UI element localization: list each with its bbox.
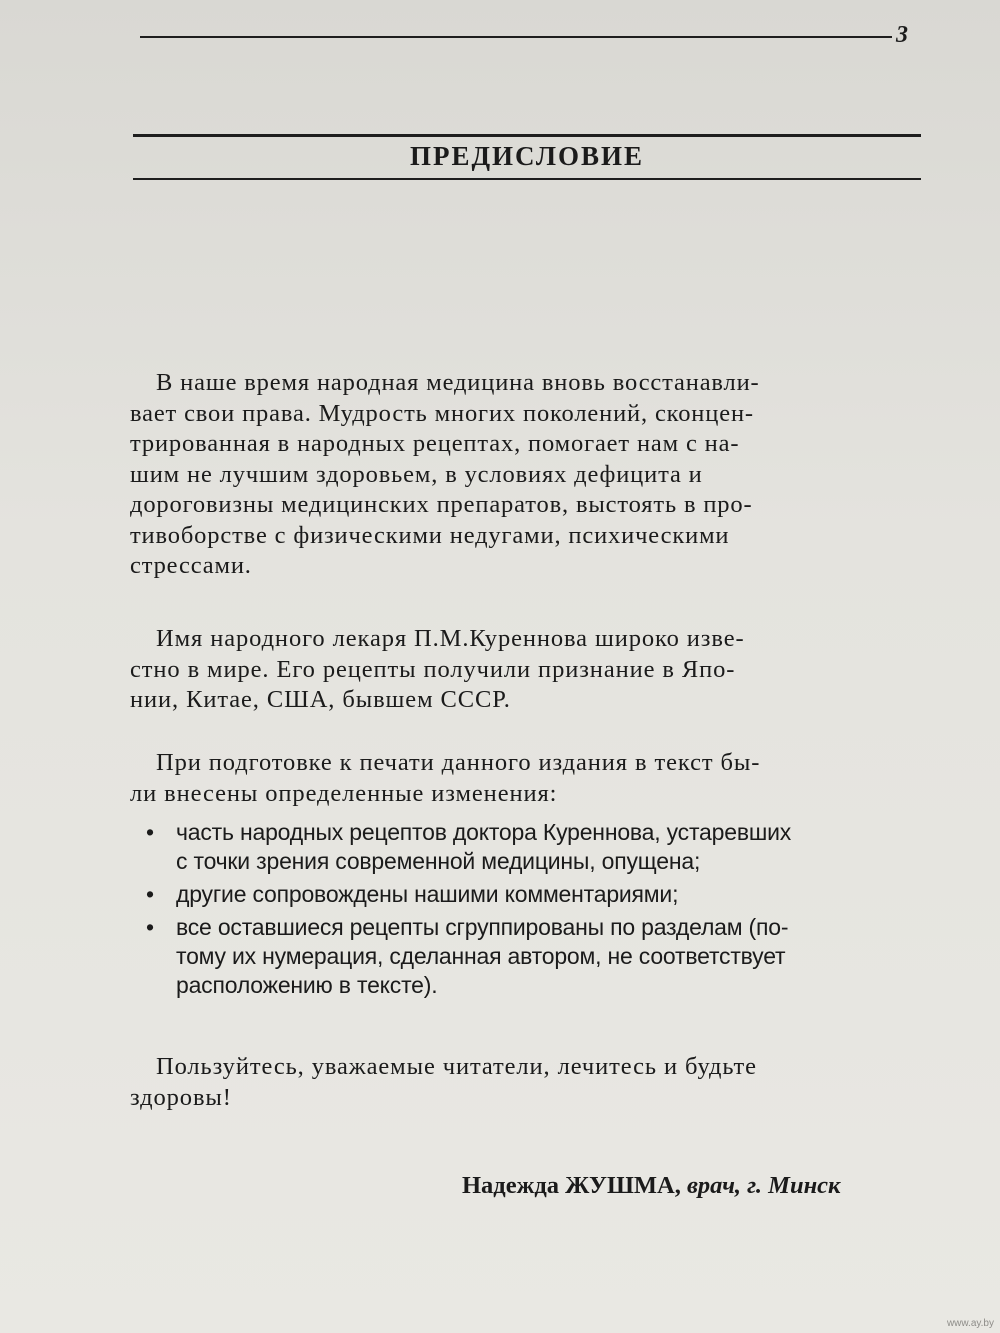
- author-name: Надежда ЖУШМА,: [462, 1172, 681, 1199]
- bullet-icon: •: [146, 881, 154, 907]
- text-line: стно в мире. Его рецепты получили признание в Япо-: [130, 655, 736, 683]
- list-item: [146, 880, 946, 909]
- bullet-icon: •: [146, 819, 154, 845]
- bullet-icon: •: [146, 914, 154, 940]
- text-line: Имя народного лекаря П.М.Куреннова широко изве-: [156, 625, 745, 652]
- text-line: ли внесены определенные изменения:: [130, 779, 558, 807]
- paragraph-kurennov: [130, 624, 930, 716]
- list-item: [146, 818, 946, 876]
- text-line: все оставшиеся рецепты сгруппированы по разделам (по-: [176, 914, 789, 940]
- list-item: [146, 913, 946, 1000]
- text-line: здоровы!: [130, 1083, 232, 1111]
- text-line: другие сопровождены нашими комментариями;: [176, 881, 679, 907]
- text-line: вает свои права. Мудрость многих поколений, сконцен-: [130, 399, 754, 427]
- paragraph-changes: [130, 748, 930, 809]
- changes-list: [146, 818, 946, 1004]
- header-rule: [140, 36, 892, 38]
- text-line: тому их нумерация, сделанная автором, не соответствует: [176, 943, 786, 969]
- text-line: В наше время народная медицина вновь восстанавли-: [156, 369, 760, 396]
- text-line: При подготовке к печати данного издания в текст бы-: [156, 749, 761, 776]
- text-line: шим не лучшим здоровьем, в условиях дефицита и: [130, 460, 703, 488]
- text-line: тивоборстве с физическими недугами, психическими: [130, 521, 730, 549]
- text-line: дороговизны медицинских препаратов, выстоять в про-: [130, 491, 753, 518]
- author-signature: [462, 1172, 840, 1200]
- paragraph-intro: [130, 368, 930, 582]
- author-role: врач, г. Минск: [686, 1172, 841, 1199]
- text-line: нии, Китае, США, бывшем СССР.: [130, 686, 511, 713]
- section-heading: ПРЕДИСЛОВИЕ: [409, 141, 645, 171]
- heading-rule-top: [133, 134, 921, 137]
- text-line: с точки зрения современной медицины, опущена;: [176, 848, 701, 874]
- heading-rule-bottom: [133, 178, 921, 180]
- text-line: стрессами.: [130, 552, 252, 579]
- text-line: трированная в народных рецептах, помогает нам с на-: [130, 430, 740, 457]
- text-line: часть народных рецептов доктора Куреннова, устаревших: [176, 819, 792, 845]
- text-line: Пользуйтесь, уважаемые читатели, лечитесь и будьте: [156, 1053, 757, 1080]
- paragraph-closing: [130, 1052, 930, 1113]
- page-number: 3: [896, 22, 908, 48]
- text-line: расположению в тексте).: [176, 972, 438, 998]
- site-watermark: www.ay.by: [946, 1318, 994, 1329]
